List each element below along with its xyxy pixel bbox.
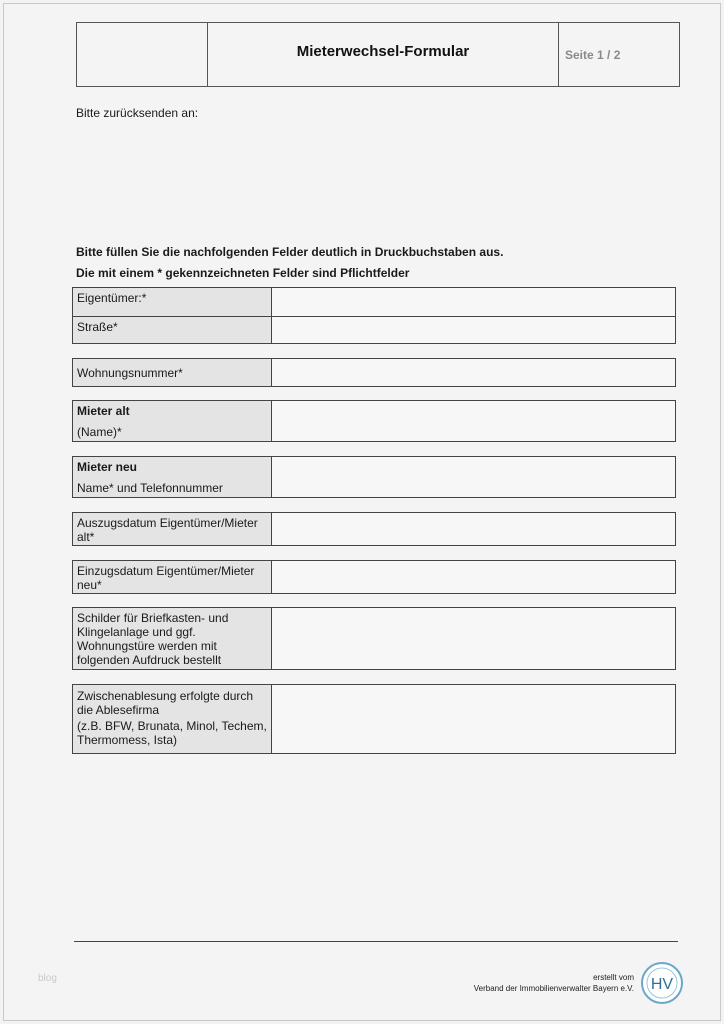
- tenant-old-input[interactable]: [272, 401, 675, 441]
- tenant-old-title: Mieter alt: [77, 404, 130, 418]
- tenant-old-table: [72, 400, 676, 442]
- instruction-line-2: Die mit einem * gekennzeichneten Felder sind Pflichtfelder: [76, 266, 410, 280]
- street-label: Straße*: [73, 317, 272, 343]
- instruction-line-1: Bitte füllen Sie die nachfolgenden Felder deutlich in Druckbuchstaben aus.: [76, 245, 504, 259]
- moveout-input[interactable]: [272, 513, 675, 545]
- tenant-new-input[interactable]: [272, 457, 675, 497]
- movein-field[interactable]: [272, 561, 675, 593]
- signs-label: Schilder für Briefkasten- und Klingelanlage und ggf. Wohnungstüre werden mit folgenden Aufdruck bestellt: [73, 608, 272, 669]
- reading-row: [73, 685, 675, 753]
- tenant-new-table: [72, 456, 676, 498]
- reading-table: [72, 684, 676, 754]
- signs-input[interactable]: [272, 608, 675, 669]
- signs-row: [73, 608, 675, 669]
- movein-table: [72, 560, 676, 594]
- watermark-text: blog: [38, 973, 57, 984]
- tenant-new-label: [73, 457, 272, 497]
- logo-text: HV: [650, 976, 674, 993]
- apartment-table: [72, 358, 676, 387]
- moveout-table: [72, 512, 676, 546]
- apartment-field[interactable]: [272, 359, 675, 386]
- movein-row: [73, 561, 675, 593]
- owner-row: [73, 288, 675, 316]
- reading-label: [73, 685, 272, 753]
- reading-title: Zwischenablesung erfolgte durch die Ablesefirma: [77, 689, 254, 717]
- footer-divider: [74, 941, 678, 942]
- reading-field[interactable]: [272, 685, 675, 753]
- header-title-cell: [208, 23, 559, 86]
- tenant-old-field[interactable]: [272, 401, 675, 441]
- apartment-row: [73, 359, 675, 386]
- tenant-old-label: [73, 401, 272, 441]
- owner-street-table: [72, 287, 676, 344]
- street-field[interactable]: [272, 317, 675, 343]
- page-number: Seite 1 / 2: [565, 47, 621, 62]
- header-empty-cell: [77, 23, 208, 86]
- street-row: [73, 316, 675, 343]
- tenant-new-subtitle: Name* und Telefonnummer: [77, 481, 223, 495]
- apartment-input[interactable]: [272, 359, 675, 386]
- moveout-field[interactable]: [272, 513, 675, 545]
- tenant-new-title: Mieter neu: [77, 460, 138, 474]
- association-logo-icon: [640, 961, 684, 1005]
- apartment-label: Wohnungsnummer*: [73, 359, 272, 386]
- street-input[interactable]: [272, 317, 675, 343]
- reading-input[interactable]: [272, 685, 675, 753]
- tenant-old-subtitle: (Name)*: [77, 425, 122, 439]
- tenant-old-row: [73, 401, 675, 441]
- footer-association: Verband der Immobilienverwalter Bayern e.V.: [473, 984, 634, 993]
- movein-label: Einzugsdatum Eigentümer/Mieter neu*: [73, 561, 272, 593]
- signs-field[interactable]: [272, 608, 675, 669]
- movein-input[interactable]: [272, 561, 675, 593]
- footer-credit: [474, 972, 634, 994]
- owner-label: Eigentümer:*: [73, 288, 272, 316]
- tenant-new-row: [73, 457, 675, 497]
- header-page-cell: [559, 23, 679, 86]
- reading-subtitle: (z.B. BFW, Brunata, Minol, Techem, Thermomess, Ista): [77, 719, 267, 747]
- moveout-row: [73, 513, 675, 545]
- moveout-label: Auszugsdatum Eigentümer/Mieter alt*: [73, 513, 272, 545]
- signs-table: [72, 607, 676, 670]
- header-table: [76, 22, 680, 87]
- footer-created-by: erstellt vom: [593, 973, 634, 982]
- owner-input[interactable]: [272, 288, 675, 316]
- page-title: Mieterwechsel-Formular: [296, 43, 470, 60]
- tenant-new-field[interactable]: [272, 457, 675, 497]
- return-to-label: Bitte zurücksenden an:: [76, 106, 199, 120]
- owner-field[interactable]: [272, 288, 675, 316]
